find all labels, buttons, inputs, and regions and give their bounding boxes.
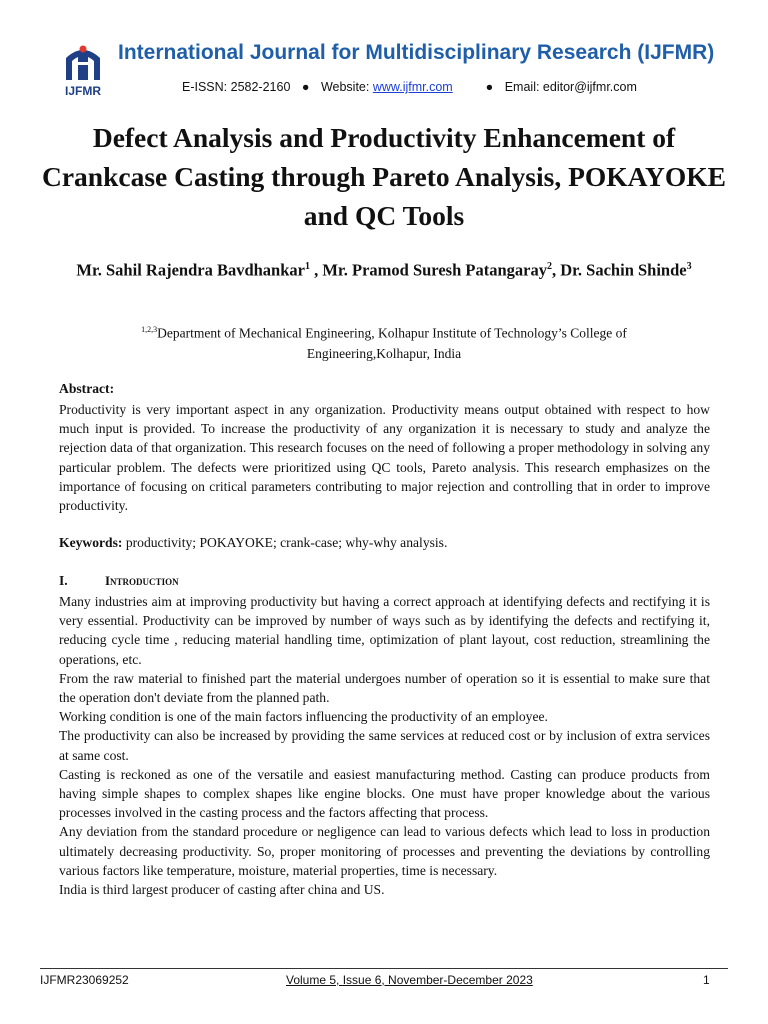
abstract-heading: Abstract: (59, 381, 115, 396)
author-sup: 3 (686, 261, 692, 272)
logo-text: IJFMR (65, 84, 101, 98)
paragraph: Casting is reckoned as one of the versatile and easiest manufacturing method. Casting can produce products from having simple shapes to complex shapes like engine blocks. One must have proper knowledge about the various processes involved in the casting process and the factors affecting that process. (59, 766, 710, 821)
paragraph: From the raw material to finished part the material undergoes number of operation so it is essential to make sure that the operation don't deviate from the planned path. (59, 670, 710, 706)
website-label: Website: (320, 80, 370, 94)
affiliation-text: Department of Mechanical Engineering, Kolhapur Institute of Technology’s College of Engineering,Kolhapur, India (157, 325, 627, 361)
keywords-label: Keywords: (59, 535, 123, 550)
eissn: E-ISSN: 2582-2160 (182, 80, 291, 94)
author-name: Dr. Sachin Shinde (560, 260, 687, 280)
author-sup: 1 (304, 261, 310, 272)
journal-name: International Journal for Multidisciplinary Research (118, 41, 632, 64)
footer-volume: Volume 5, Issue 6, November-December 2023 (286, 973, 533, 987)
section-number: I. (59, 573, 68, 588)
author-list: Mr. Sahil Rajendra Bavdhankar$^1$ , Mr. Pramod Suresh Patangaray$^2$, Dr. Sachin Shinde$^3$ (76, 260, 692, 280)
footer-page-number: 1 (703, 973, 710, 987)
website-link[interactable]: www.ijfmr.com (372, 80, 453, 94)
paragraph: Working condition is one of the main factors influencing the productivity of an employee. (59, 709, 548, 725)
affiliation (80, 320, 688, 364)
author-sup: 2 (546, 261, 552, 272)
author-name: Mr. Pramod Suresh Patangaray (322, 260, 547, 280)
header-meta (182, 80, 637, 94)
keywords (59, 535, 710, 551)
paper-title: Defect Analysis and Productivity Enhancement of Crankcase Casting through Pareto Analysis, POKAYOKE and QC Tools (41, 122, 726, 231)
email: Email: editor@ijfmr.com (504, 80, 637, 94)
section-heading-introduction (59, 573, 179, 589)
abstract-text: Productivity is very important aspect in any organization. Productivity means output obtained with respect to how much input is provided. To increase the productivity of any organization it is necessary to study and analyze the rejection data of that organization. This research focuses on the need of following a proper methodology in solving any particular problem. The defects were prioritized using QC tools, Pareto analysis. This research emphasizes on the importance of focusing on critical parameters contributing to major rejection and controlling that in order to improve productivity. (59, 402, 710, 514)
introduction-body (59, 592, 710, 899)
journal-title (118, 41, 714, 65)
footer-divider (40, 968, 728, 969)
paragraph: Many industries aim at improving productivity but having a correct approach at identifying defects and rectifying it is very essential. Productivity can be improved by number of ways such as by identifying the defects and rectifying it, reducing cycle time , reducing material handling time, optimization of plant layout, cost reduction, streamlining the operations, etc. (59, 594, 710, 667)
affiliation-sup: 1,2,3 (141, 325, 158, 334)
bullet-separator: ● (301, 80, 310, 94)
author-name: Mr. Sahil Rajendra Bavdhankar (76, 260, 305, 280)
paragraph: The productivity can also be increased by providing the same services at reduced cost or by inclusion of extra services at same cost. (59, 728, 710, 763)
bullet-separator: ● (485, 80, 494, 94)
paragraph: India is third largest producer of casting after china and US. (59, 882, 385, 898)
footer-paper-id: IJFMR23069252 (40, 973, 129, 987)
ijfmr-logo (58, 40, 108, 98)
journal-abbr: (IJFMR) (637, 41, 715, 64)
section-title: Introduction (105, 573, 179, 588)
keywords-text: productivity; POKAYOKE; crank-case; why-why analysis. (122, 535, 448, 550)
paragraph: Any deviation from the standard procedure or negligence can lead to various defects which lead to loss in production ultimately decreasing productivity. So, proper monitoring of processes and preventing the deviations by controlling various factors like temperature, moisture, material properties, time is necessary. (59, 824, 710, 878)
